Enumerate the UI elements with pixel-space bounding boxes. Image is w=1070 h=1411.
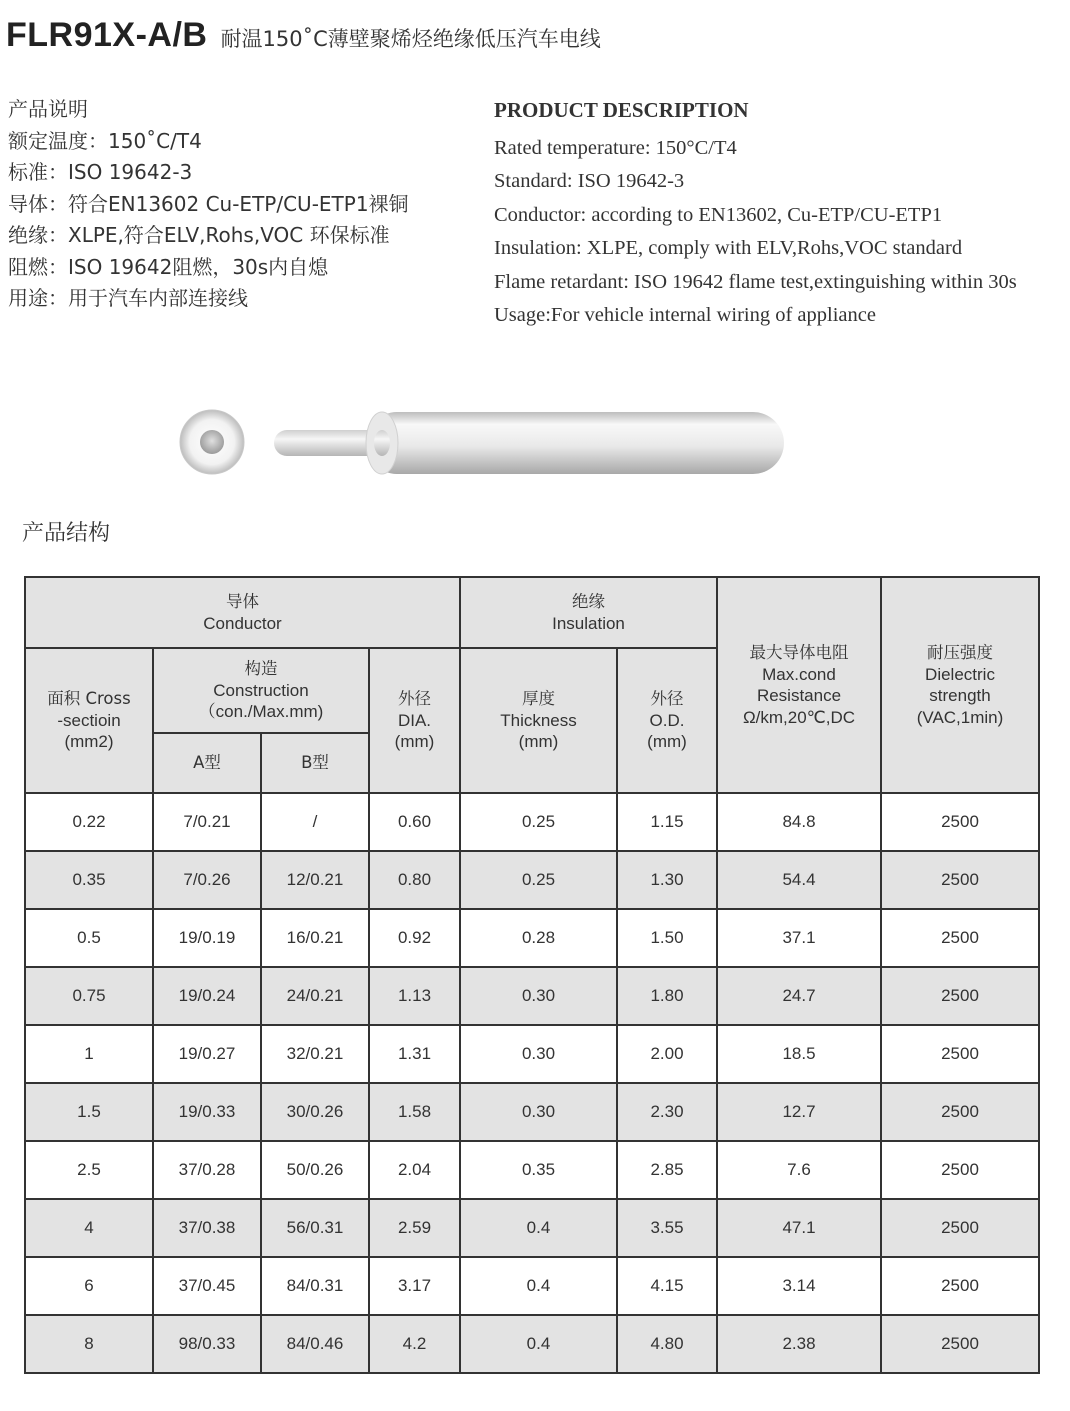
resistance-header: 最大导体电阻 Max.cond Resistance Ω/km,20℃,DC xyxy=(717,577,881,793)
resistance-cell: 12.7 xyxy=(717,1083,881,1141)
cn-desc-line: 标准：ISO 19642-3 xyxy=(8,160,193,184)
table-row xyxy=(25,1025,1039,1083)
conductor-dia-cell: 3.17 xyxy=(369,1257,460,1315)
cross-section-cell: 4 xyxy=(25,1199,153,1257)
conductor-dia-cell: 1.58 xyxy=(369,1083,460,1141)
en-desc-line: Insulation: XLPE, comply with ELV,Rohs,VOC standard xyxy=(494,237,963,259)
dielectric-cell: 2500 xyxy=(881,909,1039,967)
table-row xyxy=(25,909,1039,967)
resistance-cell: 24.7 xyxy=(717,967,881,1025)
cross-section-cell: 0.5 xyxy=(25,909,153,967)
en-desc-line: Flame retardant: ISO 19642 flame test,extinguishing within 30s xyxy=(494,270,1017,293)
conductor-dia-cell: 0.80 xyxy=(369,851,460,909)
table-row xyxy=(25,1199,1039,1257)
type-a-cell: 7/0.21 xyxy=(153,793,261,851)
wire-insulation xyxy=(366,412,784,474)
conductor-dia-cell: 2.04 xyxy=(369,1141,460,1199)
en-desc-line: Standard: ISO 19642-3 xyxy=(494,170,685,192)
conductor-dia-cell: 2.59 xyxy=(369,1199,460,1257)
conductor-dia-cell: 0.92 xyxy=(369,909,460,967)
type-b-cell: 56/0.31 xyxy=(261,1199,369,1257)
cn-desc-line: 绝缘：XLPE,符合ELV,Rohs,VOC 环保标准 xyxy=(8,223,390,247)
thickness-cell: 0.4 xyxy=(460,1257,617,1315)
dielectric-header: 耐压强度 Dielectric strength (VAC,1min) xyxy=(881,577,1039,793)
thickness-cell: 0.28 xyxy=(460,909,617,967)
od-cell: 1.15 xyxy=(617,793,717,851)
construction-header: 构造 Construction （con./Max.mm) xyxy=(153,648,369,733)
resistance-cell: 84.8 xyxy=(717,793,881,851)
thickness-cell: 0.30 xyxy=(460,1025,617,1083)
type-b-cell: 84/0.46 xyxy=(261,1315,369,1373)
cross-section-cell: 0.35 xyxy=(25,851,153,909)
table-row xyxy=(25,851,1039,909)
type-b-cell: 24/0.21 xyxy=(261,967,369,1025)
type-b-cell: 30/0.26 xyxy=(261,1083,369,1141)
thickness-cell: 0.25 xyxy=(460,851,617,909)
wire-illustration xyxy=(170,370,870,510)
type-a-header: A型 xyxy=(153,733,261,793)
en-desc-line: Conductor: according to EN13602, Cu-ETP/CU-ETP1 xyxy=(494,203,943,226)
resistance-cell: 18.5 xyxy=(717,1025,881,1083)
dielectric-cell: 2500 xyxy=(881,1025,1039,1083)
spec-table xyxy=(24,576,1040,1374)
od-cell: 1.80 xyxy=(617,967,717,1025)
table-row xyxy=(25,1315,1039,1373)
resistance-cell: 2.38 xyxy=(717,1315,881,1373)
dielectric-cell: 2500 xyxy=(881,851,1039,909)
type-b-cell: 50/0.26 xyxy=(261,1141,369,1199)
cross-section-cell: 6 xyxy=(25,1257,153,1315)
type-a-cell: 19/0.33 xyxy=(153,1083,261,1141)
conductor-dia-cell: 0.60 xyxy=(369,793,460,851)
cn-desc-line: 导体：符合EN13602 Cu-ETP/CU-ETP1裸铜 xyxy=(8,191,409,216)
cross-section-cell: 0.75 xyxy=(25,967,153,1025)
type-a-cell: 19/0.27 xyxy=(153,1025,261,1083)
thickness-cell: 0.30 xyxy=(460,1083,617,1141)
cn-desc-line: 产品说明 xyxy=(8,97,88,121)
dielectric-cell: 2500 xyxy=(881,793,1039,851)
dielectric-cell: 2500 xyxy=(881,967,1039,1025)
conductor-dia-cell: 1.31 xyxy=(369,1025,460,1083)
type-b-cell: 16/0.21 xyxy=(261,909,369,967)
model-number: FLR91X-A/B xyxy=(6,16,208,54)
dielectric-cell: 2500 xyxy=(881,1141,1039,1199)
conductor-dia-cell: 4.2 xyxy=(369,1315,460,1373)
dielectric-cell: 2500 xyxy=(881,1083,1039,1141)
dielectric-cell: 2500 xyxy=(881,1315,1039,1373)
dielectric-cell: 2500 xyxy=(881,1257,1039,1315)
od-cell: 4.80 xyxy=(617,1315,717,1373)
cross-section-cell: 8 xyxy=(25,1315,153,1373)
thickness-cell: 0.4 xyxy=(460,1199,617,1257)
resistance-cell: 3.14 xyxy=(717,1257,881,1315)
type-a-cell: 19/0.24 xyxy=(153,967,261,1025)
cn-description xyxy=(8,94,409,315)
type-b-header: B型 xyxy=(261,733,369,793)
cn-desc-line: 用途：用于汽车内部连接线 xyxy=(8,286,248,310)
en-desc-heading: PRODUCT DESCRIPTION xyxy=(494,98,749,122)
spec-table-body xyxy=(25,793,1039,1373)
type-a-cell: 37/0.38 xyxy=(153,1199,261,1257)
resistance-cell: 37.1 xyxy=(717,909,881,967)
thickness-cell: 0.25 xyxy=(460,793,617,851)
table-row xyxy=(25,793,1039,851)
resistance-cell: 47.1 xyxy=(717,1199,881,1257)
cross-section-cell: 0.22 xyxy=(25,793,153,851)
cross-section-cell: 1.5 xyxy=(25,1083,153,1141)
cross-section-cell: 1 xyxy=(25,1025,153,1083)
en-desc-line: Usage:For vehicle internal wiring of appliance xyxy=(494,304,876,326)
product-subtitle: 耐温150˚C薄壁聚烯烃绝缘低压汽车电线 xyxy=(220,27,601,51)
thickness-header: 厚度 Thickness (mm) xyxy=(460,648,617,793)
conductor-group-header: 导体 Conductor xyxy=(25,577,460,648)
thickness-cell: 0.35 xyxy=(460,1141,617,1199)
structure-section-title: 产品结构 xyxy=(22,521,111,546)
type-b-cell: 84/0.31 xyxy=(261,1257,369,1315)
page-title xyxy=(6,16,601,55)
table-row xyxy=(25,967,1039,1025)
resistance-cell: 54.4 xyxy=(717,851,881,909)
od-cell: 2.30 xyxy=(617,1083,717,1141)
od-cell: 1.50 xyxy=(617,909,717,967)
od-cell: 1.30 xyxy=(617,851,717,909)
od-cell: 2.85 xyxy=(617,1141,717,1199)
type-b-cell: 12/0.21 xyxy=(261,851,369,909)
table-row xyxy=(25,1141,1039,1199)
cn-desc-line: 额定温度：150˚C/T4 xyxy=(8,128,202,153)
wire-end-core xyxy=(200,430,224,454)
type-b-cell: 32/0.21 xyxy=(261,1025,369,1083)
en-description xyxy=(494,94,1017,333)
cn-desc-line: 阻燃：ISO 19642阻燃，30s内自熄 xyxy=(8,254,329,279)
type-b-cell: / xyxy=(261,793,369,851)
insulation-group-header: 绝缘 Insulation xyxy=(460,577,717,648)
type-a-cell: 37/0.28 xyxy=(153,1141,261,1199)
conductor-dia-cell: 1.13 xyxy=(369,967,460,1025)
en-desc-line: Rated temperature: 150°C/T4 xyxy=(494,136,737,159)
type-a-cell: 98/0.33 xyxy=(153,1315,261,1373)
od-cell: 2.00 xyxy=(617,1025,717,1083)
dielectric-cell: 2500 xyxy=(881,1199,1039,1257)
type-a-cell: 7/0.26 xyxy=(153,851,261,909)
od-cell: 3.55 xyxy=(617,1199,717,1257)
table-row xyxy=(25,1083,1039,1141)
od-cell: 4.15 xyxy=(617,1257,717,1315)
resistance-cell: 7.6 xyxy=(717,1141,881,1199)
table-row xyxy=(25,1257,1039,1315)
conductor-dia-header: 外径 DIA. (mm) xyxy=(369,648,460,793)
type-a-cell: 37/0.45 xyxy=(153,1257,261,1315)
thickness-cell: 0.4 xyxy=(460,1315,617,1373)
type-a-cell: 19/0.19 xyxy=(153,909,261,967)
cross-section-header: 面积 Cross -sectioin (mm2) xyxy=(25,648,153,793)
thickness-cell: 0.30 xyxy=(460,967,617,1025)
od-header: 外径 O.D. (mm) xyxy=(617,648,717,793)
cross-section-cell: 2.5 xyxy=(25,1141,153,1199)
